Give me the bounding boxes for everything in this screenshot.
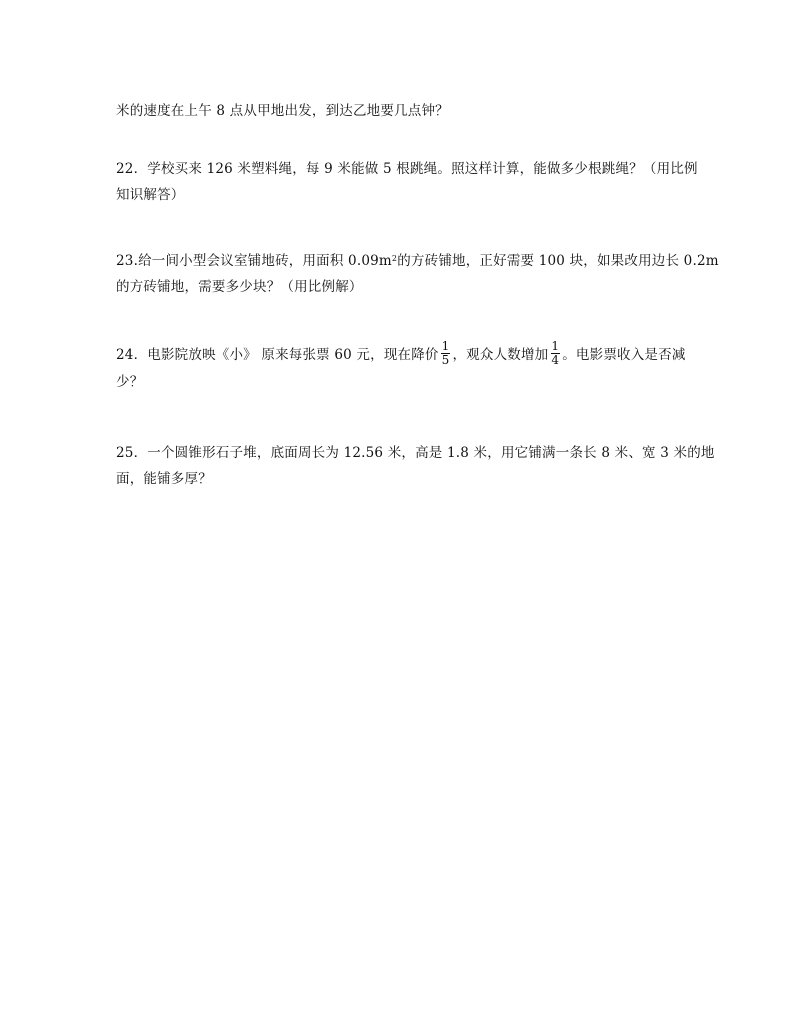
fraction-denominator: 4 xyxy=(551,353,560,367)
problem-24-text-c: 。电影票收入是否减 xyxy=(562,347,686,363)
problem-22-line-1: 22．学校买来 126 米塑料绳，每 9 米能做 5 根跳绳。照这样计算，能做多少根跳绳？（用比例 xyxy=(116,161,698,177)
fraction-one-fifth xyxy=(441,340,451,367)
fraction-numerator: 1 xyxy=(551,339,560,353)
problem-23-line-2: 的方砖铺地，需要多少块？（用比例解） xyxy=(116,279,363,295)
problem-21-line-1: 米的速度在上午 8 点从甲地出发，到达乙地要几点钟？ xyxy=(116,103,449,119)
fraction-numerator: 1 xyxy=(441,339,450,353)
fraction-denominator: 5 xyxy=(441,353,450,367)
problem-25 xyxy=(116,440,715,492)
superscript-squared: 2 xyxy=(391,254,398,263)
problem-23-text-b: 的方砖铺地，正好需要 100 块，如果改用边长 0.2m xyxy=(397,253,719,269)
problem-24-text-a: 24．电影院放映《小》 原来每张票 60 元，现在降价 xyxy=(116,347,439,363)
problem-25-line-1: 25．一个圆锥形石子堆，底面周长为 12.56 米，高是 1.8 米，用它铺满一条长 8 米、宽 3 米的地 xyxy=(116,445,715,461)
problem-24 xyxy=(116,339,686,395)
problem-25-line-2: 面，能铺多厚？ xyxy=(116,471,212,487)
problem-23-line-1 xyxy=(116,248,719,274)
problem-22-line-2: 知识解答） xyxy=(116,187,185,203)
problem-24-text-b: ，观众人数增加 xyxy=(452,347,549,363)
problem-23-text-a: 23.给一间小型会议室铺地砖，用面积 0.09m xyxy=(116,253,392,269)
problem-24-line-1 xyxy=(116,339,686,369)
problem-23 xyxy=(116,248,719,300)
problem-22 xyxy=(116,156,698,208)
problem-24-line-2: 少？ xyxy=(116,374,144,390)
problem-21-continuation xyxy=(116,98,682,124)
fraction-one-fourth xyxy=(550,340,560,367)
